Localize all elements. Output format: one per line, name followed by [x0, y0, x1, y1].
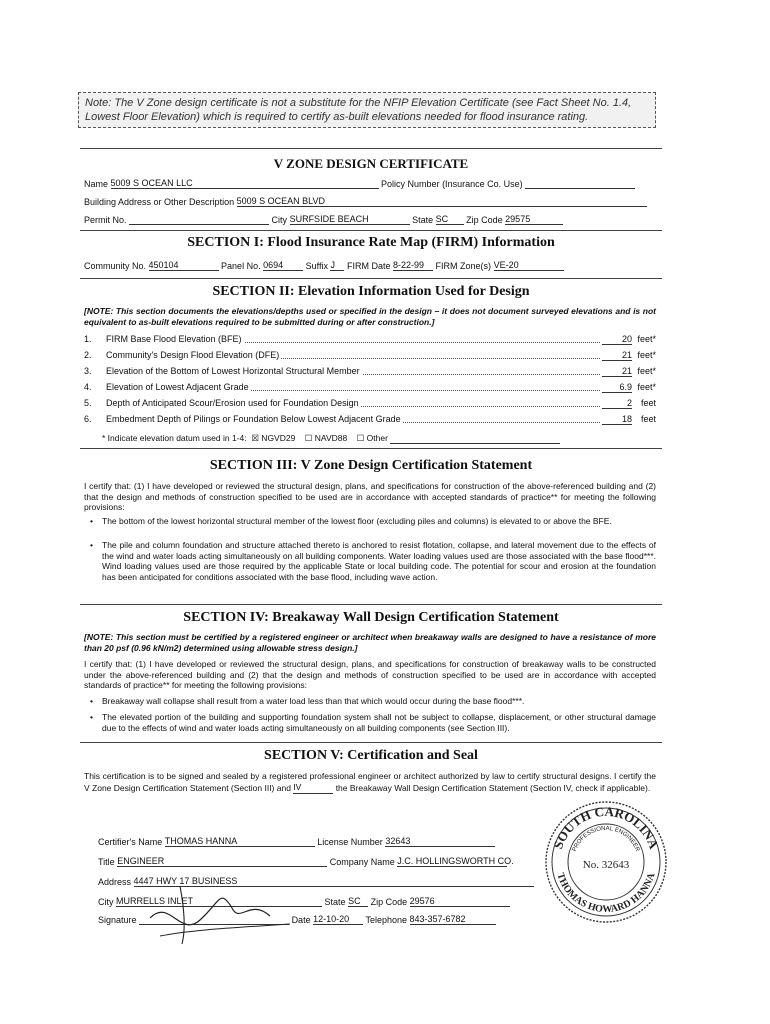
- professional-engineer-seal: [542, 798, 670, 926]
- title-row: [98, 856, 514, 867]
- elevation-num: 5.: [84, 398, 92, 408]
- elevation-unit: feet: [640, 398, 656, 408]
- section2-note: [NOTE: This section documents the elevations/depths used or specified in the design – it does not document surveyed elevations and is not equivalent to as-built elevations required to be submitted during or after construction.]: [84, 306, 656, 327]
- section5-title: SECTION V: Certification and Seal: [264, 748, 478, 763]
- policy-label: Policy Number (Insurance Co. Use): [381, 179, 523, 189]
- elevation-item-3: [84, 366, 656, 378]
- license-field[interactable]: [385, 836, 495, 847]
- section5-text-before: This certification is to be signed and sealed by a registered professional engineer or architect authorized by law to certify structural designs. I certify the V Zone Design Certification Statement (Section III) and: [84, 771, 656, 793]
- state-label: State: [412, 215, 434, 225]
- firm-date-label: FIRM Date: [347, 261, 391, 271]
- bullet-text: The pile and column foundation and structure attached thereto is anchored to resist flotation, collapse, and lateral movement due to the effects of the wind and water loads acting simultaneously on all building components. Water loading values used are those associated with the base flood***. Wind loading values used are those required by the applicable State or local building code. The potential for scour and erosion at the foundation has been anticipated for conditions associated with the base flood, including wave action.: [102, 540, 656, 582]
- telephone-value: 843-357-6782: [409, 914, 466, 924]
- signature-label: Signature: [98, 915, 137, 925]
- elevation-value-field[interactable]: [602, 334, 632, 345]
- elevation-unit: feet*: [637, 334, 656, 344]
- elevation-value: 6.9: [619, 382, 632, 392]
- section2-title: SECTION II: Elevation Information Used for Design: [212, 284, 530, 299]
- permit-label: Permit No.: [84, 215, 127, 225]
- section3-intro: I certify that: (1) I have developed or reviewed the structural design, plans, and specifications for construction of the above-referenced building and (2) that the design and methods of construction specified to be used are in accordance with accepted standards of practice** for meeting the following provisions:: [84, 481, 656, 512]
- license-label: License Number: [317, 837, 383, 847]
- title-field[interactable]: [117, 856, 327, 867]
- bullet-text: Breakaway wall collapse shall result from a water load less than that which would occur during the base flood***.: [102, 696, 525, 706]
- svg-text:PROFESSIONAL ENGINEER: [572, 826, 640, 853]
- elevation-num: 3.: [84, 366, 92, 376]
- state-field[interactable]: [436, 214, 464, 225]
- datum-ngvd29-checkbox[interactable]: ☒ NGVD29: [251, 433, 296, 443]
- certificate-title: V ZONE DESIGN CERTIFICATE: [273, 156, 469, 171]
- state-sig-field[interactable]: [348, 896, 368, 907]
- certifier-value: THOMAS HANNA: [164, 836, 238, 846]
- elevation-value-field[interactable]: [602, 414, 632, 425]
- datum-label: * Indicate elevation datum used in 1-4:: [102, 433, 247, 443]
- date-label: Date: [291, 915, 311, 925]
- svg-text:THOMAS HOWARD HANNA: [555, 871, 658, 915]
- bullet-text: The elevated portion of the building and supporting foundation system shall not be subject to collapse, displacement, or other structural damage due to the effects of wind and water loads acting simultaneously on all building components (see Section III).: [102, 712, 656, 733]
- city-sig-value: MURRELLS INLET: [116, 896, 194, 906]
- section4-bullet-1: • Breakaway wall collapse shall result from a water load less than that which would occur during the base flood***.: [90, 696, 525, 706]
- seal-designation: PROFESSIONAL ENGINEER: [571, 825, 641, 853]
- section4-bullet-2: • The elevated portion of the building and supporting foundation system shall not be subject to collapse, displacement, or other structural damage due to the effects of wind and water loads acting simultaneously on all building components (see Section III).: [90, 712, 656, 733]
- section4-title: SECTION IV: Breakaway Wall Design Certification Statement: [183, 610, 559, 625]
- bullet-text: The bottom of the lowest horizontal structural member of the lowest floor (excluding piles and columns) is elevated to or above the BFE.: [102, 516, 612, 526]
- firm-zone-field[interactable]: [494, 260, 564, 271]
- section4-intro: I certify that: (1) I have developed or reviewed the structural design, plans, and specifications for construction of breakaway walls to be constructed under the above-referenced building and (2) that the design and methods of construction specified to be used are in accordance with accepted standards of practice** for meeting the following provisions:: [84, 659, 656, 690]
- section5-text: [84, 771, 656, 794]
- permit-field[interactable]: [129, 224, 269, 225]
- elevation-item-6: [84, 414, 656, 426]
- section3-rule: [80, 448, 662, 449]
- community-label: Community No.: [84, 261, 147, 271]
- elevation-label: Depth of Anticipated Scour/Erosion used for Foundation Design: [106, 398, 359, 408]
- datum-other-field[interactable]: [390, 443, 560, 444]
- elevation-label: Embedment Depth of Pilings or Foundation Below Lowest Adjacent Grade: [106, 414, 401, 424]
- elevation-item-5: [84, 398, 656, 410]
- panel-label: Panel No.: [221, 261, 261, 271]
- elevation-value: 18: [621, 414, 632, 424]
- firm-zone-value: VE-20: [493, 260, 519, 270]
- firm-date-value: 8-22-99: [393, 260, 425, 270]
- elevation-num: 4.: [84, 382, 92, 392]
- elevation-value: 2: [626, 398, 632, 408]
- suffix-field[interactable]: [330, 260, 344, 271]
- address-sig-label: Address: [98, 877, 132, 887]
- elevation-unit: feet*: [637, 366, 656, 376]
- name-row: [84, 178, 635, 189]
- disclaimer-note: Note: The V Zone design certificate is not a substitute for the NFIP Elevation Certificate (see Fact Sheet No. 1.4, Lowest Floor Elevation) which is required to certify as-built elevations needed for flood insurance rating.: [78, 92, 656, 128]
- zip-sig-label: Zip Code: [370, 897, 408, 907]
- elevation-value: 21: [621, 350, 632, 360]
- city-label: City: [271, 215, 288, 225]
- section-ref-value: IV: [293, 782, 302, 792]
- elevation-value: 21: [621, 366, 632, 376]
- name-value: 5009 S OCEAN LLC: [110, 178, 193, 188]
- firm-row: [84, 260, 564, 271]
- community-value: 450104: [148, 260, 179, 270]
- zip-label: Zip Code: [466, 215, 503, 225]
- elevation-num: 6.: [84, 414, 92, 424]
- suffix-value: J: [330, 260, 335, 270]
- zip-sig-field[interactable]: [410, 896, 510, 907]
- certifier-field[interactable]: [165, 836, 315, 847]
- title-label: Title: [98, 857, 115, 867]
- title-value: ENGINEER: [117, 856, 165, 866]
- elevation-num: 2.: [84, 350, 92, 360]
- company-label: Company Name: [329, 857, 395, 867]
- header-rule: [80, 148, 662, 149]
- date-value: 12-10-20: [313, 914, 350, 924]
- address-label: Building Address or Other Description: [84, 197, 235, 207]
- state-value: SC: [435, 214, 449, 224]
- name-label: Name: [84, 179, 109, 189]
- elevation-value-field[interactable]: [602, 366, 632, 377]
- certifier-label: Certifier's Name: [98, 837, 163, 847]
- elevation-label: Elevation of Lowest Adjacent Grade: [106, 382, 249, 392]
- elevation-value-field[interactable]: [602, 398, 632, 409]
- elevation-label: FIRM Base Flood Elevation (BFE): [106, 334, 242, 344]
- state-sig-label: State: [324, 897, 346, 907]
- handwritten-signature: [140, 878, 300, 948]
- address-value: 5009 S OCEAN BLVD: [236, 196, 325, 206]
- panel-field[interactable]: [263, 260, 303, 271]
- community-field[interactable]: [149, 260, 219, 271]
- section-ref-field[interactable]: [293, 782, 333, 794]
- city-value: SURFSIDE BEACH: [289, 214, 369, 224]
- zip-sig-value: 29576: [409, 896, 435, 906]
- elevation-num: 1.: [84, 334, 92, 344]
- elevation-item-2: [84, 350, 656, 362]
- elevation-item-1: [84, 334, 656, 346]
- section4-rule: [80, 604, 662, 605]
- city-field[interactable]: [290, 214, 410, 225]
- firm-zone-label: FIRM Zone(s): [435, 261, 492, 271]
- elevation-label: Elevation of the Bottom of Lowest Horizontal Structural Member: [106, 366, 360, 376]
- telephone-field[interactable]: [410, 914, 496, 925]
- company-value: J.C. HOLLINGSWORTH CO.: [397, 856, 514, 866]
- section1-rule: [80, 230, 662, 231]
- elevation-value: 20: [621, 334, 632, 344]
- section1-title: SECTION I: Flood Insurance Rate Map (FIRM) Information: [187, 235, 555, 250]
- section3-bullet-2: • The pile and column foundation and structure attached thereto is anchored to resist flotation, collapse, and lateral movement due to the effects of the wind and water loads acting simultaneously on all building components. Water loading values used are those associated with the base flood***. Wind loading values used are those required by the applicable State or local building code. The potential for scour and erosion at the foundation has been anticipated for conditions associated with the base flood, including wave action.: [90, 540, 656, 582]
- zip-field[interactable]: [505, 214, 563, 225]
- date-field[interactable]: [313, 914, 363, 925]
- elevation-unit: feet*: [637, 382, 656, 392]
- datum-navd88-checkbox[interactable]: ☐ NAVD88: [304, 433, 348, 443]
- section4-note: [NOTE: This section must be certified by a registered engineer or architect when breakaway walls are designed to have a resistance of more than 20 psf (0.96 kN/m2) determined using allowable stress design.]: [84, 632, 656, 653]
- seal-number: No. 32643: [582, 859, 630, 871]
- name-field[interactable]: [111, 178, 379, 189]
- section2-rule: [80, 278, 662, 279]
- license-value: 32643: [385, 836, 411, 846]
- address-field[interactable]: [237, 196, 647, 207]
- elevation-label: Community's Design Flood Elevation (DFE): [106, 350, 280, 360]
- elevation-unit: feet: [640, 414, 656, 424]
- elevation-value-field[interactable]: [602, 350, 632, 361]
- datum-other-checkbox[interactable]: ☐ Other: [356, 433, 388, 443]
- seal-state: SOUTH CAROLINA: [550, 803, 662, 851]
- city-sig-label: City: [98, 897, 114, 907]
- address-sig-value: 4447 HWY 17 BUSINESS: [133, 876, 238, 886]
- policy-field[interactable]: [525, 188, 635, 189]
- address-row: [84, 196, 647, 207]
- section3-title: SECTION III: V Zone Design Certification Statement: [209, 458, 533, 473]
- section5-text-after: the Breakaway Wall Design Certification Statement (Section IV, check if applicable).: [335, 783, 651, 793]
- elevation-value-field[interactable]: [602, 382, 632, 393]
- seal-name: THOMAS HOWARD HANNA: [554, 871, 658, 916]
- permit-row: [84, 214, 563, 225]
- elevation-unit: feet*: [637, 350, 656, 360]
- state-sig-value: SC: [348, 896, 361, 906]
- section5-rule: [80, 742, 662, 743]
- datum-row: [102, 433, 560, 444]
- telephone-label: Telephone: [365, 915, 407, 925]
- zip-value: 29575: [505, 214, 531, 224]
- certifier-row: [98, 836, 495, 847]
- panel-value: 0694: [263, 260, 284, 270]
- firm-date-field[interactable]: [393, 260, 433, 271]
- section3-bullet-1: • The bottom of the lowest horizontal structural member of the lowest floor (excluding piles and columns) is elevated to or above the BFE.: [90, 516, 612, 526]
- suffix-label: Suffix: [305, 261, 328, 271]
- company-field[interactable]: [397, 856, 514, 867]
- elevation-item-4: [84, 382, 656, 394]
